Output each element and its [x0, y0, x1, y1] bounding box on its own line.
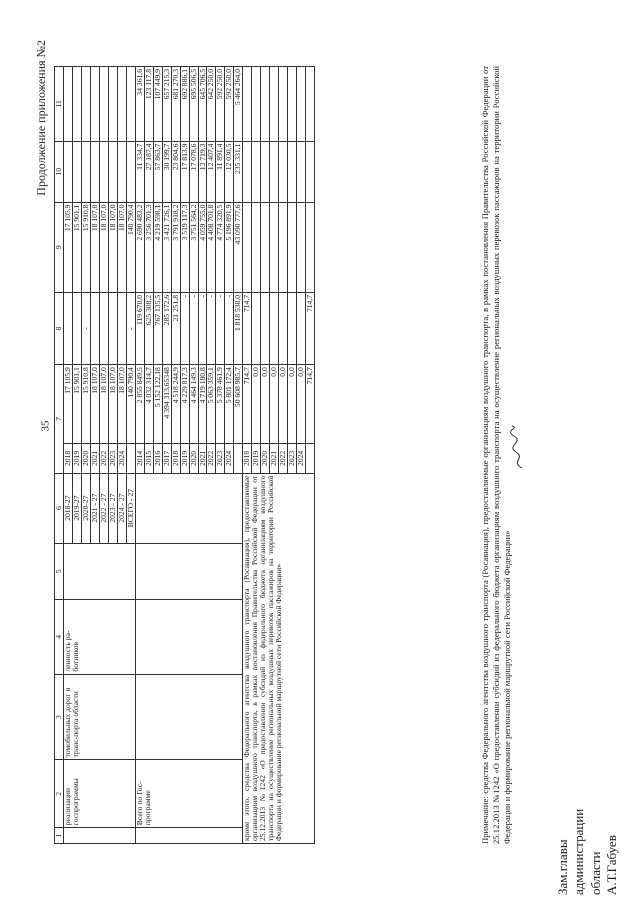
- local-cell: [126, 141, 135, 202]
- year-cell: 2019: [180, 444, 189, 473]
- regional-cell: 3 421 726,1: [162, 202, 171, 292]
- other-cell: [261, 67, 270, 142]
- year-cell: 2018: [171, 444, 180, 473]
- period-cell: 2024 - 27: [117, 473, 126, 543]
- regional-cell: [243, 202, 252, 292]
- local-cell: 11 891,4: [216, 141, 225, 202]
- total-cell: 18 107,0: [117, 365, 126, 444]
- total-cell: 18 107,0: [108, 365, 117, 444]
- total-cell: 714,7: [306, 365, 315, 444]
- regional-cell: 18 107,0: [117, 202, 126, 292]
- regional-cell: [261, 202, 270, 292]
- rotated-page: [10, 20, 630, 900]
- regional-cell: [270, 202, 279, 292]
- total-cell: 0,0: [297, 365, 306, 444]
- total-cell: 5 801 172,4: [225, 365, 234, 444]
- other-cell: 592 250,0: [216, 67, 225, 142]
- regional-cell: 17 105,9: [63, 202, 72, 292]
- year-cell: 2023: [216, 444, 225, 473]
- total-cell: 0,0: [270, 365, 279, 444]
- year-cell: 2021: [270, 444, 279, 473]
- federal-cell: 714,7: [306, 292, 315, 364]
- year-cell: 2022: [99, 444, 108, 473]
- total-cell: 4 032 314,7: [144, 365, 153, 444]
- federal-cell: [117, 292, 126, 364]
- regional-cell: 18 107,0: [90, 202, 99, 292]
- federal-cell: [63, 292, 72, 364]
- regional-cell: [252, 202, 261, 292]
- federal-cell: 1 818 538,0: [234, 292, 243, 364]
- other-cell: 645 706,5: [198, 67, 207, 142]
- federal-cell: 714,7: [243, 292, 252, 364]
- header-cell: 9: [55, 202, 64, 292]
- executor-cell: томобильных дорог и транс-порта области: [63, 674, 135, 760]
- col3-cell: [135, 674, 243, 760]
- federal-cell: [279, 292, 288, 364]
- additional-funds-text: кроме этого, средства Федерального агентства воздушного транспорта (Росавиация), предоставляемые организациям воздушного транспорта, в рамках постановления Правительства Российской Федерации от 25.12.2013 №1242 «О предоставлении субсидий из федерального бюджета организациям воздушного транспорта на осуществление региональных воздушных перевозок пассажиров на территории Российской Федерации и формирование региональной маршрутной сети Российской Федерации»: [243, 473, 315, 843]
- local-cell: 17 078,6: [189, 141, 198, 202]
- year-cell: 2015: [144, 444, 153, 473]
- other-cell: 5 464 264,0: [234, 67, 243, 142]
- year-cell: 2019: [252, 444, 261, 473]
- budget-table: [54, 66, 315, 844]
- local-cell: 13 719,3: [198, 141, 207, 202]
- header-cell: 10: [55, 141, 64, 202]
- year-cell: 2022: [207, 444, 216, 473]
- regional-cell: 3 791 918,2: [171, 202, 180, 292]
- signature-block: [555, 809, 620, 895]
- total-cell: 714,7: [243, 365, 252, 444]
- regional-cell: 3 519 117,3: [180, 202, 189, 292]
- total-cell: 5 378 461,9: [216, 365, 225, 444]
- federal-cell: [252, 292, 261, 364]
- regional-cell: 4 774 320,5: [216, 202, 225, 292]
- local-cell: 30 199,7: [162, 141, 171, 202]
- federal-cell: [108, 292, 117, 364]
- other-cell: [279, 67, 288, 142]
- footnote: Примечание: средства Федерального агентства воздушного транспорта (Росавиация), предоставляемые организациям воздушного транспорта, в рамках постановления Правительства Российской Федерации от 25.12.2013 №1242 «О предоставлении субсидий из федерального бюджета организациям воздушного транспорта на осуществление региональных воздушных перевозок пассажиров на территории Российской Федерации и формирование региональной маршрутной сети Российской Федерации»: [480, 66, 513, 844]
- regional-cell: 15 910,8: [81, 202, 90, 292]
- total-cell: 0,0: [252, 365, 261, 444]
- other-cell: [243, 67, 252, 142]
- year-cell: [126, 444, 135, 473]
- local-cell: 11 334,7: [135, 141, 144, 202]
- total-cell: 15 901,1: [72, 365, 81, 444]
- other-cell: 657 215,3: [162, 67, 171, 142]
- federal-cell: -: [189, 292, 198, 364]
- other-cell: 123 117,8: [144, 67, 153, 142]
- total-cell: 18 107,0: [90, 365, 99, 444]
- year-cell: 2024: [117, 444, 126, 473]
- local-cell: [90, 141, 99, 202]
- year-cell: 2016: [153, 444, 162, 473]
- year-cell: 2023: [288, 444, 297, 473]
- header-cell: 8: [55, 292, 64, 364]
- regional-cell: 18 107,0: [108, 202, 117, 292]
- year-cell: [306, 444, 315, 473]
- other-cell: [63, 67, 72, 142]
- federal-cell: -: [225, 292, 234, 364]
- federal-cell: 285 172,6: [162, 292, 171, 364]
- total-cell: 0,0: [261, 365, 270, 444]
- header-cell: 7: [55, 365, 64, 473]
- other-cell: [90, 67, 99, 142]
- federal-cell: 21 251,8: [171, 292, 180, 364]
- regional-cell: 3 751 564,2: [189, 202, 198, 292]
- federal-cell: [261, 292, 270, 364]
- local-cell: [81, 141, 90, 202]
- period-cell: ВСЕГО - 27: [126, 473, 135, 543]
- local-cell: [117, 141, 126, 202]
- regional-cell: 3 256 701,3: [144, 202, 153, 292]
- total-cell: 0,0: [288, 365, 297, 444]
- total-cell: 4 518 244,9: [171, 365, 180, 444]
- local-cell: 17 813,9: [180, 141, 189, 202]
- other-cell: [288, 67, 297, 142]
- year-cell: 2019: [72, 444, 81, 473]
- col1-cell: [63, 828, 135, 844]
- regional-cell: 2 690 483,2: [135, 202, 144, 292]
- federal-cell: -: [126, 292, 135, 364]
- federal-cell: [270, 292, 279, 364]
- signature-name: области А.Т.Габуев: [587, 835, 619, 895]
- col6-cell: [135, 473, 243, 543]
- col5-cell: [135, 543, 243, 599]
- regional-cell: 15 901,1: [72, 202, 81, 292]
- col5-cell: [63, 543, 135, 599]
- period-cell: 2018-27: [63, 473, 72, 543]
- year-cell: 2024: [225, 444, 234, 473]
- header-cell: 4: [55, 600, 64, 675]
- year-cell: 2024: [297, 444, 306, 473]
- year-cell: 2023: [108, 444, 117, 473]
- federal-cell: -: [198, 292, 207, 364]
- other-cell: [270, 67, 279, 142]
- appendix-caption: Продолжение приложения №2: [34, 40, 48, 196]
- other-cell: 692 886,1: [180, 67, 189, 142]
- other-cell: [126, 67, 135, 142]
- federal-cell: -: [81, 292, 90, 364]
- year-cell: 2020: [189, 444, 198, 473]
- local-cell: [72, 141, 81, 202]
- year-cell: 2021: [198, 444, 207, 473]
- regional-cell: 5 196 891,9: [225, 202, 234, 292]
- total-cell: 4 394 313,65348: [162, 365, 171, 444]
- total-cell: 17 105,9: [63, 365, 72, 444]
- year-cell: 2022: [279, 444, 288, 473]
- regional-cell: 18 107,0: [99, 202, 108, 292]
- federal-cell: [99, 292, 108, 364]
- page-number: 35: [39, 420, 52, 432]
- other-cell: [108, 67, 117, 142]
- federal-cell: -: [216, 292, 225, 364]
- col4-cell: [135, 600, 243, 675]
- indicator-cell: ленность ра-ботников: [63, 600, 135, 675]
- year-cell: 2014: [135, 444, 144, 473]
- local-cell: [99, 141, 108, 202]
- local-cell: [243, 141, 252, 202]
- local-cell: 57 863,7: [153, 141, 162, 202]
- header-cell: 11: [55, 67, 64, 142]
- regional-cell: [306, 202, 315, 292]
- period-cell: 2023 - 27: [108, 473, 117, 543]
- federal-cell: -: [180, 292, 189, 364]
- header-cell: 5: [55, 543, 64, 599]
- header-cell: 6: [55, 473, 64, 543]
- other-cell: [72, 67, 81, 142]
- local-cell: [63, 141, 72, 202]
- year-cell: 2020: [81, 444, 90, 473]
- other-cell: [306, 67, 315, 142]
- regional-cell: 140 790,4: [126, 202, 135, 292]
- period-cell: 2022 - 27: [99, 473, 108, 543]
- program-total-label: Всего по Гос-программе: [135, 760, 243, 828]
- other-cell: 695 506,5: [189, 67, 198, 142]
- local-cell: [108, 141, 117, 202]
- year-cell: 2018: [243, 444, 252, 473]
- total-cell: 15 910,8: [81, 365, 90, 444]
- local-cell: 12 407,4: [207, 141, 216, 202]
- regional-cell: 4 219 598,1: [153, 202, 162, 292]
- signature-title: Зам.главы администрации: [555, 808, 587, 895]
- table-body: [63, 67, 314, 844]
- regional-cell: [288, 202, 297, 292]
- table-row: [135, 67, 144, 844]
- year-cell: 2017: [162, 444, 171, 473]
- total-cell: 0,0: [279, 365, 288, 444]
- year-cell: 2018: [63, 444, 72, 473]
- period-cell: 2019-27: [72, 473, 81, 543]
- signature-scribble: [508, 424, 528, 470]
- other-cell: [81, 67, 90, 142]
- total-cell: 140 790,4: [126, 365, 135, 444]
- other-cell: [117, 67, 126, 142]
- period-cell: 2021 - 27: [90, 473, 99, 543]
- other-cell: [297, 67, 306, 142]
- federal-cell: [288, 292, 297, 364]
- other-cell: 34 361,6: [135, 67, 144, 142]
- federal-cell: [90, 292, 99, 364]
- other-cell: 681 270,3: [171, 67, 180, 142]
- program-name-cell: реализации госпрограммы: [63, 760, 135, 828]
- other-cell: [99, 67, 108, 142]
- total-cell: 50 608 985,7: [234, 365, 243, 444]
- local-cell: [306, 141, 315, 202]
- local-cell: [252, 141, 261, 202]
- other-cell: 592 250,0: [225, 67, 234, 142]
- total-cell: 4 719 180,8: [198, 365, 207, 444]
- regional-cell: [297, 202, 306, 292]
- year-cell: 2021: [90, 444, 99, 473]
- local-cell: 12 030,5: [225, 141, 234, 202]
- total-cell: 18 107,0: [99, 365, 108, 444]
- local-cell: [270, 141, 279, 202]
- other-cell: 642 250,0: [207, 67, 216, 142]
- total-cell: 4 229 817,3: [180, 365, 189, 444]
- other-cell: 107 449,9: [153, 67, 162, 142]
- regional-cell: 4 059 755,0: [198, 202, 207, 292]
- col1-cell: [135, 828, 243, 844]
- federal-cell: -: [207, 292, 216, 364]
- local-cell: 235 331,1: [234, 141, 243, 202]
- local-cell: [279, 141, 288, 202]
- local-cell: [261, 141, 270, 202]
- federal-cell: 119 670,0: [135, 292, 144, 364]
- year-cell: 2020: [261, 444, 270, 473]
- header-cell: 2: [55, 760, 64, 828]
- total-cell: 2 855 849,5: [135, 365, 144, 444]
- total-cell: 5 063 359,1: [207, 365, 216, 444]
- federal-cell: 625 308,2: [144, 292, 153, 364]
- local-cell: [288, 141, 297, 202]
- header-cell: 3: [55, 674, 64, 760]
- other-cell: [252, 67, 261, 142]
- local-cell: 27 187,4: [144, 141, 153, 202]
- total-cell: 5 152 122,18: [153, 365, 162, 444]
- local-cell: 23 804,6: [171, 141, 180, 202]
- regional-cell: [279, 202, 288, 292]
- period-cell: 2020-27: [81, 473, 90, 543]
- regional-cell: 4 408 701,8: [207, 202, 216, 292]
- total-cell: 4 464 149,3: [189, 365, 198, 444]
- federal-cell: 767 135,5: [153, 292, 162, 364]
- header-cell: 1: [55, 828, 64, 844]
- local-cell: [297, 141, 306, 202]
- regional-cell: 43 090 777,6: [234, 202, 243, 292]
